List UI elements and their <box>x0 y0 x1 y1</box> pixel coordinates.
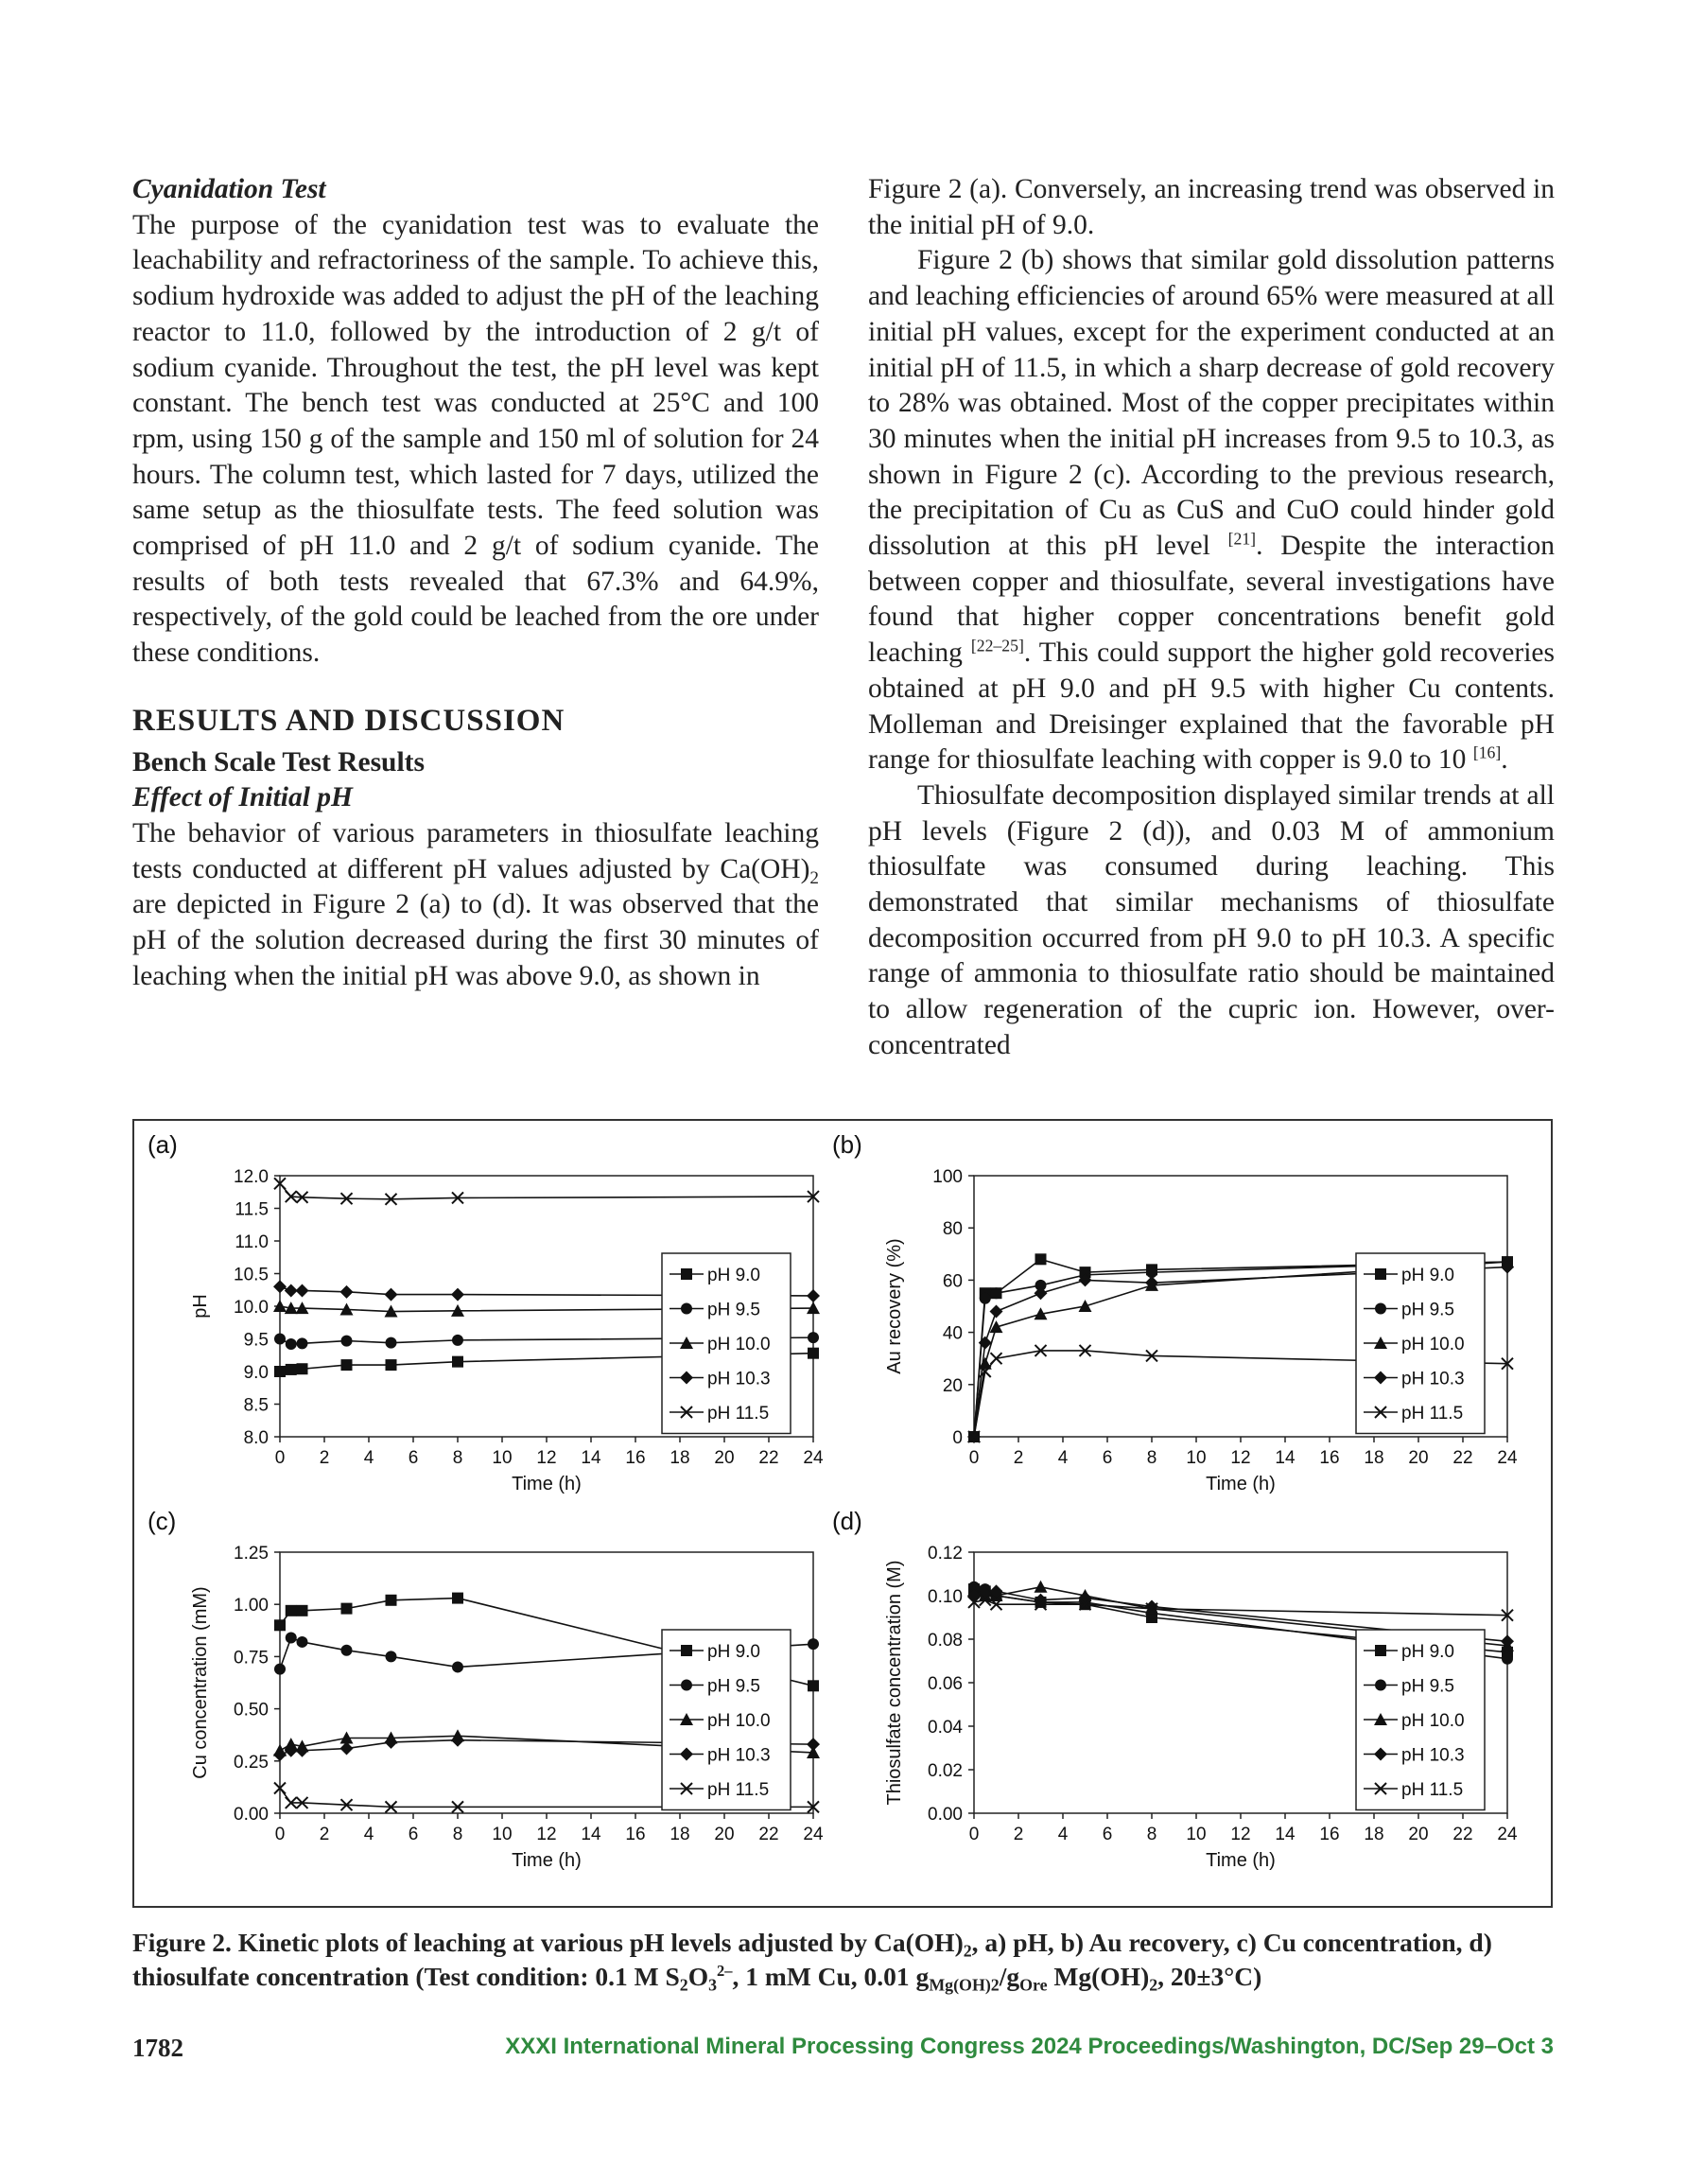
series-line-0-4 <box>280 1183 813 1199</box>
data-point-2-3-6 <box>807 1738 820 1751</box>
y-tick-label-1-5: 100 <box>932 1167 963 1187</box>
x-tick-label-3-5: 10 <box>1186 1825 1207 1844</box>
data-point-2-1-5 <box>452 1661 463 1672</box>
chart-panel-2 <box>148 1507 824 1871</box>
caption-sub-b2: 3 <box>708 1975 718 1995</box>
legend-label-1-3: pH 10.3 <box>1401 1369 1465 1389</box>
x-tick-label-2-4: 8 <box>452 1825 463 1844</box>
data-point-2-1-4 <box>386 1651 397 1662</box>
data-point-1-3-2 <box>990 1305 1003 1319</box>
x-tick-label-0-11: 22 <box>758 1448 779 1468</box>
x-tick-label-0-9: 18 <box>670 1448 690 1468</box>
x-tick-label-0-6: 12 <box>536 1448 557 1468</box>
x-tick-label-1-4: 8 <box>1146 1448 1157 1468</box>
y-tick-label-3-4: 0.08 <box>928 1631 963 1651</box>
caption-text-bmid: O <box>687 1962 709 1991</box>
data-point-0-3-6 <box>807 1289 820 1302</box>
data-point-2-legend-0-0 <box>681 1645 692 1656</box>
y-tick-label-3-5: 0.10 <box>928 1587 963 1607</box>
data-point-0-0-0 <box>274 1366 286 1377</box>
effect-text-a: The behavior of various parameters in thiosulfate leaching tests conducted at different pH values adjusted by Ca(OH) <box>132 817 819 884</box>
legend-label-2-2: pH 10.0 <box>707 1711 771 1731</box>
y-axis-label-0: pH <box>190 1294 211 1319</box>
legend-label-0-2: pH 10.0 <box>707 1335 771 1354</box>
data-point-0-0-3 <box>341 1359 353 1371</box>
data-point-2-1-1 <box>286 1633 297 1644</box>
p2-text-a: Figure 2 (b) shows that similar gold dissolution patterns and leaching efficiencies of around 65% were measured at all initial pH values, except for the experiment conducted at an initial pH of 11.5, in which a sharp decrease of gold recovery to 28% was obtained. Most of the copper precipitates within 30 minutes when the initial pH increases from 9.5 to 10.3, as shown in Figure 2 (c). According to the previous research, the precipitation of Cu as CuS and CuO could hinder gold dissolution at this pH level <box>868 245 1555 562</box>
data-point-1-1-2 <box>991 1287 1002 1299</box>
data-point-0-1-6 <box>808 1332 819 1343</box>
data-point-2-1-2 <box>297 1636 308 1648</box>
y-tick-label-0-3: 9.5 <box>243 1330 269 1351</box>
data-point-0-0-6 <box>808 1348 819 1359</box>
x-tick-label-2-7: 14 <box>581 1825 601 1844</box>
data-point-0-1-0 <box>274 1334 286 1345</box>
caption-text-d: Mg(OH) <box>1047 1962 1150 1991</box>
data-point-0-1-2 <box>297 1337 308 1349</box>
data-point-2-0-3 <box>341 1603 353 1615</box>
x-tick-label-2-12: 24 <box>803 1825 824 1844</box>
legend-label-2-0: pH 9.0 <box>707 1642 760 1662</box>
data-point-3-2-3 <box>1035 1581 1048 1593</box>
cyanidation-heading: Cyanidation Test <box>132 174 326 204</box>
legend-label-1-2: pH 10.0 <box>1401 1335 1465 1354</box>
chart-panel-3 <box>832 1507 1518 1871</box>
caption-sub-d: 2 <box>1149 1975 1158 1995</box>
right-paragraph-2 <box>868 243 1555 778</box>
y-tick-label-2-4: 1.00 <box>234 1596 269 1616</box>
x-tick-label-3-7: 14 <box>1275 1825 1296 1844</box>
data-point-0-1-1 <box>286 1338 297 1350</box>
y-tick-label-1-0: 0 <box>952 1428 963 1448</box>
x-tick-label-3-0: 0 <box>968 1825 980 1844</box>
caption-text-e: , 20±3°C) <box>1157 1962 1262 1991</box>
x-tick-label-2-9: 18 <box>670 1825 690 1844</box>
x-tick-label-2-2: 4 <box>363 1825 374 1844</box>
data-point-2-0-5 <box>452 1593 463 1604</box>
p2-text-d: . <box>1501 744 1508 776</box>
chart-panel-1 <box>832 1130 1518 1494</box>
x-tick-label-2-0: 0 <box>274 1825 286 1844</box>
legend-label-3-4: pH 11.5 <box>1401 1780 1464 1800</box>
x-axis-label-0: Time (h) <box>512 1474 582 1494</box>
y-tick-label-1-1: 20 <box>942 1375 963 1396</box>
results-heading: RESULTS AND DISCUSSION <box>132 703 565 738</box>
y-axis-label-1: Au recovery (%) <box>884 1238 905 1374</box>
x-tick-label-0-3: 6 <box>408 1448 419 1468</box>
effect-paragraph <box>132 816 819 995</box>
legend-label-2-1: pH 9.5 <box>707 1676 760 1697</box>
x-tick-label-1-8: 16 <box>1319 1448 1340 1468</box>
data-point-0-1-4 <box>386 1337 397 1349</box>
right-paragraph-1: Figure 2 (a). Conversely, an increasing trend was observed in the initial pH of 9.0. <box>868 174 1555 240</box>
legend-label-0-1: pH 9.5 <box>707 1300 760 1320</box>
data-point-2-3-0 <box>273 1748 287 1761</box>
data-point-2-0-2 <box>297 1605 308 1616</box>
p2-text-c: . This could support the higher gold recoveries obtained at pH 9.0 and pH 9.5 with higher Cu contents. Molleman and Dreisinger explained that the favorable pH range for thiosulfate leaching with copper is 9.0 to 10 <box>868 638 1555 776</box>
data-point-0-3-3 <box>340 1285 354 1299</box>
y-tick-label-3-3: 0.06 <box>928 1674 963 1694</box>
data-point-2-legend-1-0 <box>681 1680 692 1691</box>
caption-text-a: Figure 2. Kinetic plots of leaching at various pH levels adjusted by Ca(OH) <box>132 1928 964 1957</box>
data-point-2-0-6 <box>808 1680 819 1691</box>
x-tick-label-1-5: 10 <box>1186 1448 1207 1468</box>
x-tick-label-3-4: 8 <box>1146 1825 1157 1844</box>
data-point-3-legend-0-0 <box>1375 1645 1386 1656</box>
caption-sup-b: 2– <box>717 1962 733 1981</box>
data-point-0-3-2 <box>296 1284 309 1297</box>
data-point-1-1-1 <box>980 1293 991 1304</box>
y-tick-label-3-1: 0.02 <box>928 1761 963 1781</box>
x-axis-label-1: Time (h) <box>1206 1474 1276 1494</box>
x-tick-label-1-0: 0 <box>968 1448 980 1468</box>
x-tick-label-3-2: 4 <box>1057 1825 1069 1844</box>
y-tick-label-1-4: 80 <box>942 1219 963 1240</box>
caption-sub-b1: 2 <box>679 1975 688 1995</box>
x-tick-label-2-6: 12 <box>536 1825 557 1844</box>
x-tick-label-0-7: 14 <box>581 1448 601 1468</box>
x-tick-label-3-9: 18 <box>1364 1825 1384 1844</box>
x-tick-label-0-1: 2 <box>319 1448 330 1468</box>
x-tick-label-1-10: 20 <box>1408 1448 1429 1468</box>
x-tick-label-0-4: 8 <box>452 1448 463 1468</box>
legend-label-0-4: pH 11.5 <box>707 1404 770 1424</box>
page-number: 1782 <box>132 2034 183 2062</box>
x-tick-label-3-1: 2 <box>1013 1825 1024 1844</box>
y-tick-label-3-6: 0.12 <box>928 1544 963 1564</box>
x-tick-label-3-8: 16 <box>1319 1825 1340 1844</box>
data-point-2-0-4 <box>386 1595 397 1606</box>
y-tick-label-0-5: 10.5 <box>234 1265 269 1285</box>
x-tick-label-0-2: 4 <box>363 1448 374 1468</box>
y-tick-label-3-2: 0.04 <box>928 1718 963 1738</box>
data-point-0-0-4 <box>386 1359 397 1371</box>
data-point-2-0-0 <box>274 1619 286 1631</box>
x-tick-label-3-6: 12 <box>1230 1825 1251 1844</box>
bench-heading: Bench Scale Test Results <box>132 746 425 778</box>
data-point-1-legend-1-0 <box>1375 1303 1386 1315</box>
data-point-0-legend-0-0 <box>681 1268 692 1280</box>
data-point-0-3-4 <box>385 1288 398 1302</box>
x-tick-label-1-7: 14 <box>1275 1448 1296 1468</box>
y-tick-label-1-2: 40 <box>942 1323 963 1344</box>
x-tick-label-1-6: 12 <box>1230 1448 1251 1468</box>
cyanidation-paragraph: The purpose of the cyanidation test was to evaluate the leachability and refractoriness of the sample. To achieve this, sodium hydroxide was added to adjust the pH of the leaching reactor to 11.0, followed by the introduction of 2 g/t of sodium cyanide. Throughout the test, the pH level was kept constant. The bench test was conducted at 25°C and 100 rpm, using 150 g of the sample and 150 ml of solution for 24 hours. The column test, which lasted for 7 days, utilized the same setup as the thiosulfate tests. The feed solution was comprised of pH 11.0 and 2 g/t of sodium cyanide. The results of both tests revealed that 67.3% and 64.9%, respectively, of the gold could be leached from the ore under these conditions. <box>132 209 819 669</box>
figure-2-charts <box>134 1121 1551 1906</box>
citation-22-25: [22–25] <box>970 636 1024 655</box>
y-tick-label-2-1: 0.25 <box>234 1752 269 1773</box>
data-point-3-1-6 <box>1502 1653 1513 1665</box>
x-tick-label-0-8: 16 <box>625 1448 646 1468</box>
x-tick-label-1-1: 2 <box>1013 1448 1024 1468</box>
x-tick-label-0-10: 20 <box>714 1448 735 1468</box>
conference-footer: XXXI International Mineral Processing Congress 2024 Proceedings/Washington, DC/Sep 29–Oct 3 <box>505 2034 1554 2059</box>
x-tick-label-2-11: 22 <box>758 1825 779 1844</box>
y-axis-label-2: Cu concentration (mM) <box>190 1586 211 1779</box>
data-point-2-1-6 <box>808 1638 819 1650</box>
data-point-3-3-6 <box>1501 1634 1514 1648</box>
chart-panel-0 <box>148 1130 824 1494</box>
data-point-0-0-1 <box>286 1364 297 1375</box>
y-axis-label-3: Thiosulfate concentration (M) <box>884 1560 905 1806</box>
y-tick-label-2-0: 0.00 <box>234 1805 269 1825</box>
y-tick-label-0-0: 8.0 <box>243 1428 269 1448</box>
data-point-2-1-0 <box>274 1664 286 1675</box>
x-tick-label-3-11: 22 <box>1452 1825 1473 1844</box>
panel-label-3: (d) <box>832 1507 862 1535</box>
data-point-1-0-3 <box>1035 1253 1047 1265</box>
caption-text-b: , a) pH, b) Au recovery, c) Cu concentration, d) thiosulfate concentration (Test condition: 0.1 M S <box>132 1928 1492 1991</box>
legend-label-1-0: pH 9.0 <box>1401 1266 1454 1285</box>
data-point-0-1-5 <box>452 1335 463 1346</box>
x-tick-label-3-10: 20 <box>1408 1825 1429 1844</box>
x-tick-label-1-12: 24 <box>1497 1448 1518 1468</box>
data-point-3-legend-1-0 <box>1375 1680 1386 1691</box>
citation-21: [21] <box>1227 529 1257 549</box>
caption-text-c: , 1 mM Cu, 0.01 g <box>732 1962 930 1991</box>
y-tick-label-0-7: 11.5 <box>235 1199 269 1220</box>
legend-label-0-0: pH 9.0 <box>707 1266 760 1285</box>
data-point-0-0-5 <box>452 1356 463 1368</box>
y-tick-label-2-3: 0.75 <box>234 1648 269 1669</box>
x-tick-label-2-1: 2 <box>319 1825 330 1844</box>
x-axis-label-2: Time (h) <box>512 1850 582 1871</box>
caption-sub-c1: Mg(OH)2 <box>929 1975 1000 1995</box>
data-point-0-3-5 <box>451 1288 464 1302</box>
data-point-2-0-1 <box>286 1605 297 1616</box>
data-point-1-2-4 <box>1079 1300 1092 1312</box>
x-tick-label-1-9: 18 <box>1364 1448 1384 1468</box>
x-tick-label-0-12: 24 <box>803 1448 824 1468</box>
legend-label-2-3: pH 10.3 <box>707 1745 771 1766</box>
legend-label-3-3: pH 10.3 <box>1401 1745 1465 1766</box>
x-tick-label-0-0: 0 <box>274 1448 286 1468</box>
legend-label-0-3: pH 10.3 <box>707 1369 771 1389</box>
x-tick-label-1-11: 22 <box>1452 1448 1473 1468</box>
x-tick-label-3-12: 24 <box>1497 1825 1518 1844</box>
legend-label-1-4: pH 11.5 <box>1401 1404 1464 1424</box>
legend-label-3-0: pH 9.0 <box>1401 1642 1454 1662</box>
caption-text-cslash: /g <box>999 1962 1020 1991</box>
panel-label-0: (a) <box>148 1130 178 1159</box>
x-tick-label-2-3: 6 <box>408 1825 419 1844</box>
citation-16: [16] <box>1472 743 1502 762</box>
data-point-0-3-0 <box>273 1280 287 1293</box>
p2-text-b: . Despite the interaction between copper and thiosulfate, several investigations have found that higher copper concentrations benefit gold leaching <box>868 531 1556 669</box>
y-tick-label-2-2: 0.50 <box>234 1700 269 1721</box>
y-tick-label-0-4: 10.0 <box>234 1298 269 1318</box>
x-tick-label-0-5: 10 <box>492 1448 513 1468</box>
legend-label-1-1: pH 9.5 <box>1401 1300 1454 1320</box>
figure-2 <box>132 1119 1553 1908</box>
x-tick-label-2-5: 10 <box>492 1825 513 1844</box>
right-column <box>868 172 1555 1064</box>
x-axis-label-3: Time (h) <box>1206 1850 1276 1871</box>
x-tick-label-2-10: 20 <box>714 1825 735 1844</box>
legend-label-3-1: pH 9.5 <box>1401 1676 1454 1697</box>
legend-label-3-2: pH 10.0 <box>1401 1711 1465 1731</box>
data-point-0-0-2 <box>297 1363 308 1374</box>
figure-caption <box>132 1926 1560 1994</box>
panel-label-1: (b) <box>832 1130 862 1159</box>
legend-label-2-4: pH 11.5 <box>707 1780 770 1800</box>
y-tick-label-3-0: 0.00 <box>928 1805 963 1825</box>
x-tick-label-3-3: 6 <box>1102 1825 1113 1844</box>
panel-label-2: (c) <box>148 1507 177 1535</box>
data-point-0-legend-1-0 <box>681 1303 692 1315</box>
data-point-2-3-3 <box>340 1742 354 1756</box>
right-paragraph-3: Thiosulfate decomposition displayed similar trends at all pH levels (Figure 2 (d)), and 0.03 M of ammonium thiosulfate was consumed during leaching. This demonstrated that similar mechanisms of thiosulfate decomposition occurred from pH 9.0 to pH 10.3. A specific range of ammonia to thiosulfate ratio should be maintained to allow regeneration of the cupric ion. However, over-concentrated <box>868 779 1555 1060</box>
y-tick-label-0-8: 12.0 <box>234 1167 269 1187</box>
caption-sub-a: 2 <box>963 1941 972 1961</box>
data-point-0-1-3 <box>341 1336 353 1347</box>
y-tick-label-2-5: 1.25 <box>234 1544 269 1564</box>
y-tick-label-1-3: 60 <box>942 1271 963 1292</box>
left-column <box>132 172 819 994</box>
data-point-2-1-3 <box>341 1645 353 1656</box>
x-tick-label-2-8: 16 <box>625 1825 646 1844</box>
y-tick-label-0-1: 8.5 <box>243 1395 269 1416</box>
y-tick-label-0-2: 9.0 <box>243 1363 269 1383</box>
effect-sub: 2 <box>809 867 819 888</box>
caption-sub-c2: Ore <box>1019 1975 1048 1995</box>
x-tick-label-1-2: 4 <box>1057 1448 1069 1468</box>
effect-text-b: are depicted in Figure 2 (a) to (d). It was observed that the pH of the solution decreased during the first 30 minutes of leaching when the initial pH was above 9.0, as shown in <box>132 889 819 991</box>
effect-heading: Effect of Initial pH <box>132 782 353 813</box>
y-tick-label-0-6: 11.0 <box>235 1232 269 1252</box>
x-tick-label-1-3: 6 <box>1102 1448 1113 1468</box>
data-point-1-legend-0-0 <box>1375 1268 1386 1280</box>
